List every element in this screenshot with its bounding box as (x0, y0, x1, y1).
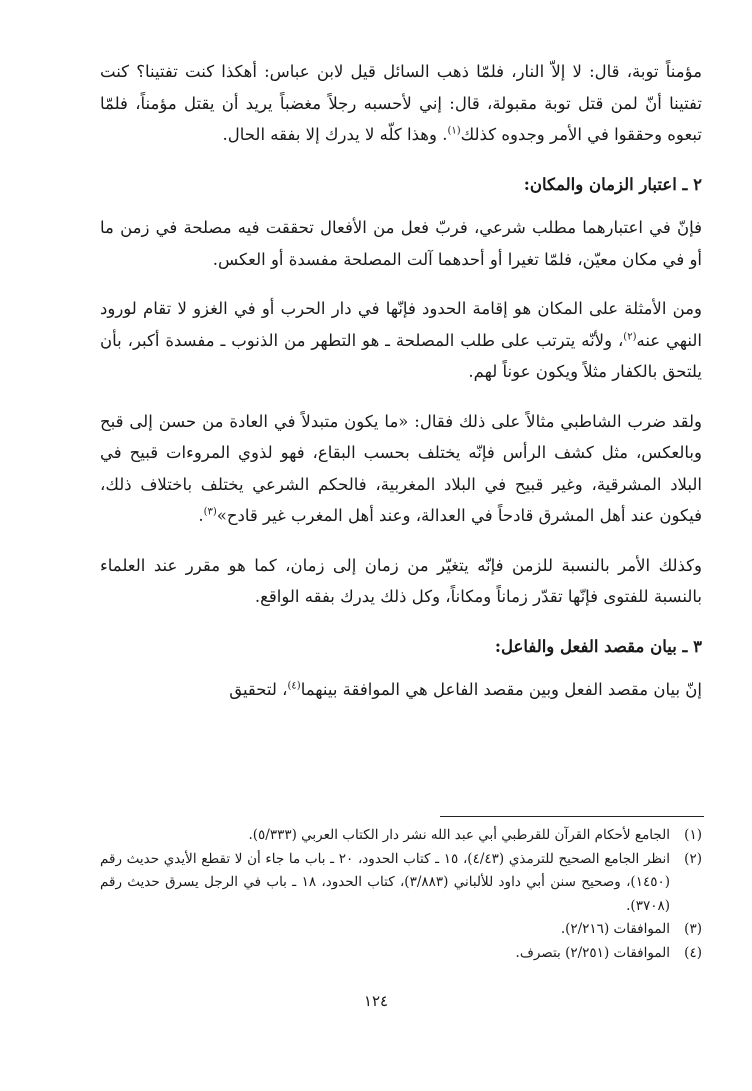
footnote-text: الموافقات (٢/٢٥١) بتصرف. (515, 944, 670, 961)
paragraph-3-tail: ، ولأنّه يترتب على طلب المصلحة ـ هو التطهر من الذنوب ـ مفسدة أكبر، بأن يلتحق بالكفار مثلاً ويكون عوناً لهم. (100, 330, 702, 381)
paragraph-5: وكذلك الأمر بالنسبة للزمن فإنّه يتغيّر من زمان إلى زمان، كما هو مقرر عند العلماء بالنسبة للفتوى فإنّها تقدّر زماناً ومكاناً، وكل ذلك يدرك بفقه الواقع. (100, 555, 702, 606)
footnote-number: (١) (684, 827, 702, 843)
paragraph-1-tail: . وهذا كلّه لا يدرك إلا بفقه الحال. (222, 125, 448, 144)
footnote-ref-3: (٣) (203, 506, 217, 518)
main-text (100, 56, 702, 706)
paragraph-3-text: ومن الأمثلة على المكان هو إقامة الحدود فإنّها في دار الحرب أو في الغزو لا تقام لورود النهي عنه (100, 299, 702, 350)
footnote-text: الجامع لأحكام القرآن للقرطبي أبي عبد الله نشر دار الكتاب العربي (٥/٣٣٣). (248, 827, 670, 843)
footnote-divider (440, 816, 704, 817)
footnote-ref-1: (١) (447, 125, 461, 137)
footnotes (100, 824, 702, 965)
heading-time-place: ٢ ـ اعتبار الزمان والمكان: (523, 174, 702, 194)
paragraph-6-text: إنّ بيان مقصد الفعل وبين مقصد الفاعل هي الموافقة بينهما (300, 680, 702, 699)
footnote-number: (٤) (684, 944, 702, 961)
paragraph-4-tail: . (198, 506, 204, 525)
paragraph-3 (100, 293, 702, 388)
paragraph-4-text: ولقد ضرب الشاطبي مثالاً على ذلك فقال: «ما يكون متبدلاً في العادة من حسن إلى قبح وبالعكس، مثل كشف الرأس فإنّه يختلف بحسب البقاع، فهو لذوي المروءات قبيح في البلاد المشرقية، وغير قبيح في البلاد المغربية، فالحكم الشرعي يختلف باختلاف ذلك، فيكون عند أهل المشرق قادحاً في العدالة، وعند أهل المغرب غير قادح» (100, 411, 702, 525)
paragraph-6 (100, 674, 702, 706)
footnote-1 (100, 824, 702, 848)
footnote-2 (100, 848, 702, 919)
paragraph-4 (100, 406, 702, 532)
footnote-number: (٢) (684, 850, 702, 867)
footnote-ref-2: (٢) (623, 331, 637, 342)
heading-intent: ٣ ـ بيان مقصد الفعل والفاعل: (494, 636, 702, 656)
footnote-text: الموافقات (٢/٢١٦). (560, 921, 670, 937)
footnote-number: (٣) (684, 921, 702, 937)
paragraph-2: فإنّ في اعتبارهما مطلب شرعي، فربّ فعل من الأفعال تحققت فيه مصلحة في زمن ما أو في مكان معيّن، فلمّا تغيرا أو أحدهما آلت المصلحة مفسدة أو العكس. (100, 218, 702, 269)
paragraph-6-tail: ، لتحقيق (229, 680, 288, 699)
footnote-4 (100, 942, 702, 966)
page-number: ١٢٤ (363, 992, 389, 1010)
paragraph-1-text: مؤمناً توبة، قال: لا إلاّ النار، فلمّا ذهب السائل قيل لابن عباس: أهكذا كنت تفتينا؟ كنت تفتينا أنّ لمن قتل توبة مقبولة، قال: إني لأحسبه رجلاً مغضباً يريد أن يقتل مؤمناً، فلمّا تبعوه وحققوا في الأمر وجدوه كذلك (100, 62, 702, 144)
footnote-ref-4: (٤) (287, 680, 301, 692)
footnote-3 (100, 918, 702, 942)
paragraph-1 (100, 56, 702, 151)
footnote-text: انظر الجامع الصحيح للترمذي (٤/٤٣)، ١٥ ـ كتاب الحدود، ٢٠ ـ باب ما جاء أن لا تقطع الأيدي حديث رقم (١٤٥٠)، وصحيح سنن أبي داود للألباني (٣/٨٨٣)، كتاب الحدود، ١٨ ـ باب في الرجل يسرق حديث رقم (٣٧٠٨). (100, 850, 671, 914)
